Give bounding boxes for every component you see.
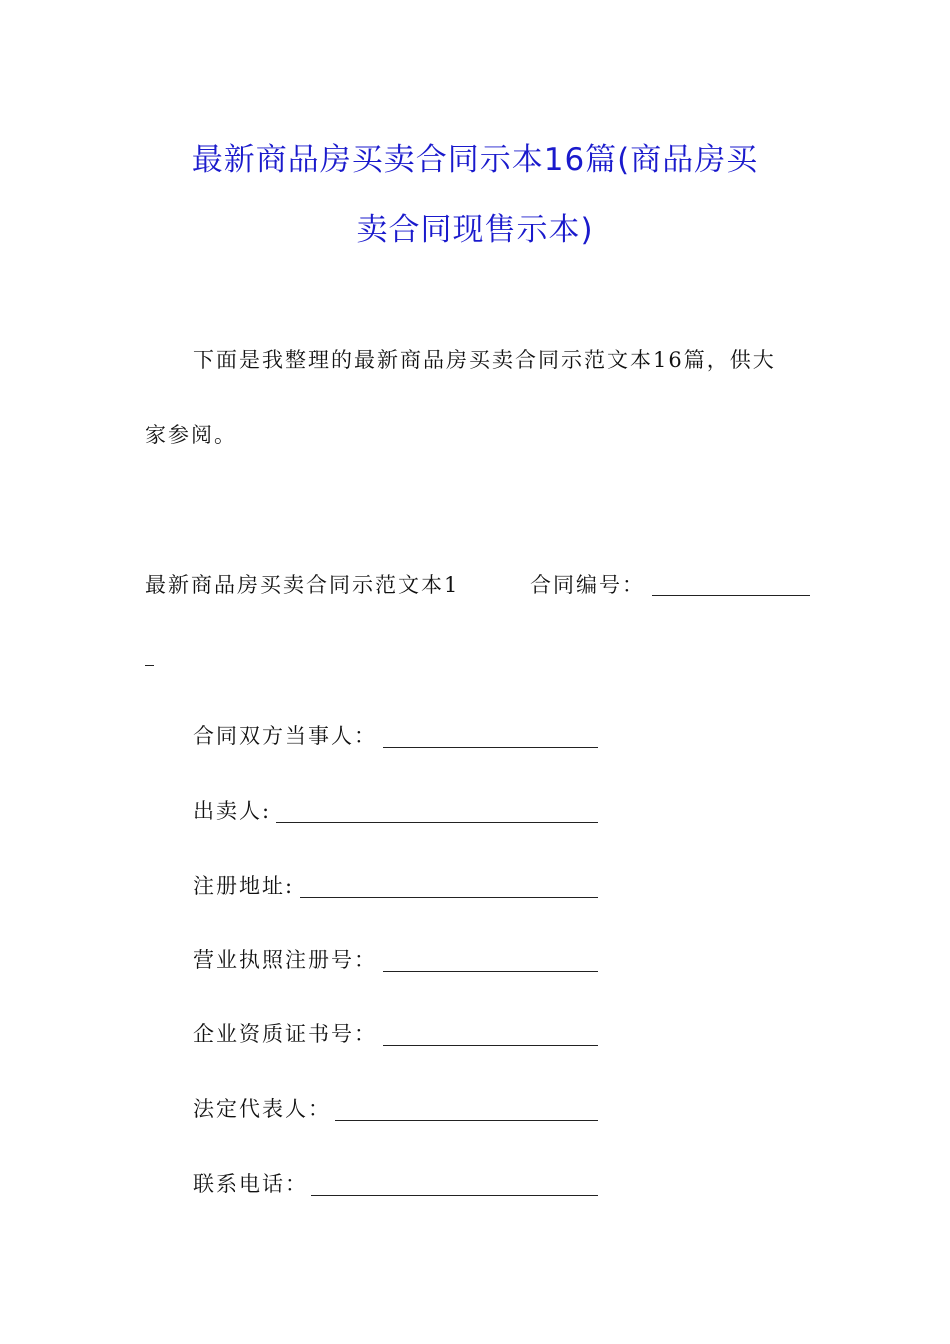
field-blank[interactable] xyxy=(383,747,598,748)
intro-paragraph-line2: 家参阅。 xyxy=(145,423,237,447)
contract-number-blank-continuation xyxy=(145,665,154,666)
field-label: 企业资质证书号： xyxy=(193,1022,377,1046)
field-blank[interactable] xyxy=(383,1045,598,1046)
field-label: 注册地址: xyxy=(193,874,295,898)
field-label: 出卖人: xyxy=(193,799,272,823)
contract-number-blank[interactable] xyxy=(652,595,810,596)
field-blank[interactable] xyxy=(276,822,598,823)
field-label: 法定代表人： xyxy=(193,1097,331,1121)
field-label: 联系电话： xyxy=(193,1172,308,1196)
field-label: 合同双方当事人： xyxy=(193,724,377,748)
field-label: 营业执照注册号： xyxy=(193,948,377,972)
field-blank[interactable] xyxy=(383,971,598,972)
contract-header-line xyxy=(145,569,810,599)
section-heading: 最新商品房买卖合同示范文本1 xyxy=(145,573,460,597)
field-blank[interactable] xyxy=(335,1120,598,1121)
document-title-line1: 最新商品房买卖合同示本16篇(商品房买 xyxy=(191,142,759,178)
intro-paragraph-line1: 下面是我整理的最新商品房买卖合同示范文本16篇，供大 xyxy=(193,348,776,372)
field-blank[interactable] xyxy=(300,897,598,898)
field-blank[interactable] xyxy=(311,1195,598,1196)
document-title-line2: 卖合同现售示本) xyxy=(356,212,594,248)
contract-number-label: 合同编号： xyxy=(530,573,645,597)
